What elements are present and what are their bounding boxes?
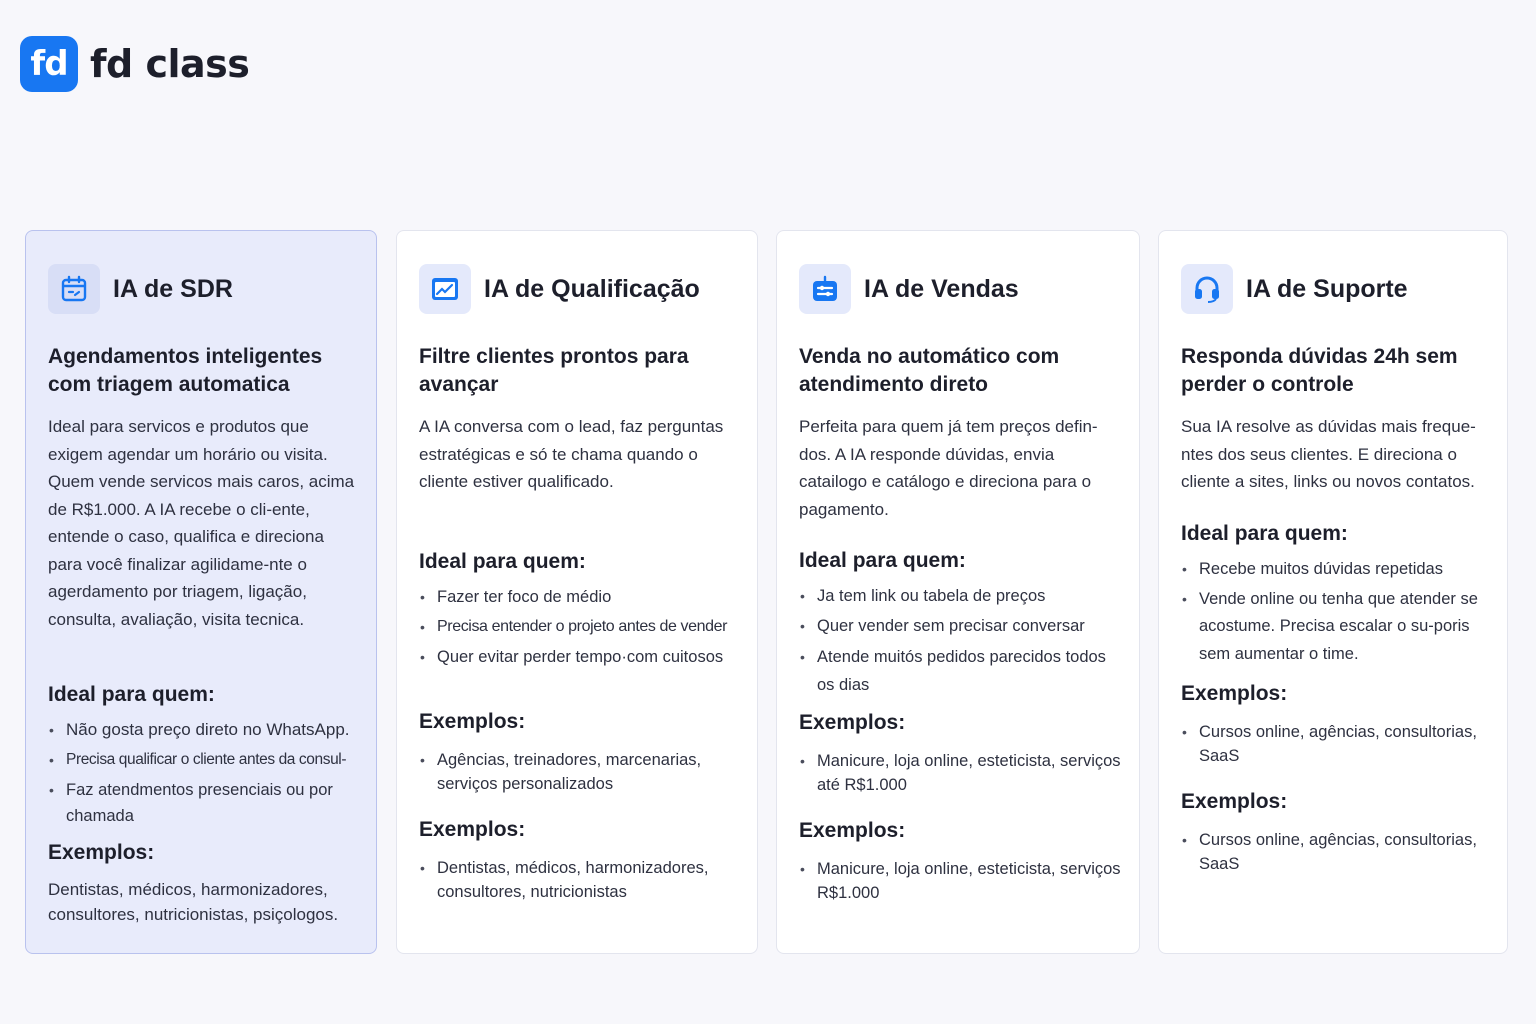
examples-list: [419, 748, 741, 796]
ideal-item: • Recebe muitos dúvidas repetidas: [1181, 556, 1491, 582]
examples2-list: [419, 856, 741, 904]
card-header: [419, 263, 741, 315]
examples2-title: Exemplos:: [799, 819, 906, 842]
example-item: • Manicure, loja online, esteticista, serviços até R$1.000: [799, 749, 1123, 797]
examples2-title: Exemplos:: [1181, 790, 1288, 813]
headset-icon: [1181, 264, 1233, 314]
ideal-title: Ideal para quem:: [799, 549, 966, 572]
card-description: Sua IA resolve as dúvidas mais freque-ntes dos seus clientes. E direciona o cliente a sites, links ou novos contatos.: [1181, 417, 1476, 491]
brand-name[interactable]: fd class: [90, 42, 250, 86]
card-description: Ideal para servicos e produtos que exigem agendar um horário ou visita. Quem vende servicos mais caros, acima de R$1.000. A IA recebe o cli-ente, entende o caso, qualifica e direciona para você finalizar agilidame-nte o agerdamento por triagem, ligação, consulta, avaliação, visita tecnica.: [48, 417, 355, 629]
brand-logo[interactable]: fd: [20, 36, 78, 92]
card-description: A IA conversa com o lead, faz perguntas estratégicas e só te chama quando o cliente estiver qualificado.: [419, 417, 724, 491]
example-item: • Agências, treinadores, marcenarias, serviços personalizados: [419, 748, 741, 796]
example-item: • Dentistas, médicos, harmonizadores, consultores, nutricionistas: [419, 856, 741, 904]
brand[interactable]: [20, 36, 249, 92]
examples-title: Exemplos:: [799, 711, 906, 734]
ideal-item: • Ja tem link ou tabela de preços: [799, 583, 1123, 609]
card-header: [48, 263, 360, 315]
card-subtitle: Filtre clientes prontos para avançar: [419, 345, 689, 396]
ideal-item: • Não gosta preço direto no WhatsApp.: [48, 717, 360, 743]
examples-text: Dentistas, médicos, harmonizadores, consultores, nutricionistas, psiçologos.: [48, 880, 339, 924]
example-item: • Manicure, loja online, esteticista, serviços R$1.000: [799, 857, 1123, 905]
examples-title: Exemplos:: [1181, 682, 1288, 705]
examples-list: [1181, 720, 1491, 768]
ideal-item: • Fazer ter foco de médio: [419, 584, 741, 610]
card-header: [1181, 263, 1491, 315]
card-ia-sdr[interactable]: [25, 230, 377, 954]
calendar-icon: [48, 264, 100, 314]
ideal-list: [1181, 556, 1491, 669]
card-ia-vendas[interactable]: [776, 230, 1140, 954]
card-title: IA de Vendas: [864, 274, 1019, 303]
card-description: Perfeita para quem já tem preços defin-dos. A IA responde dúvidas, envia catailogo e catálogo e direciona para o pagamento.: [799, 417, 1098, 519]
ideal-item: • Precisa entender o projeto antes de vender: [419, 614, 741, 640]
card-title: IA de Suporte: [1246, 274, 1408, 303]
examples-title: Exemplos:: [419, 709, 526, 733]
card-ia-qualificacao[interactable]: [396, 230, 758, 954]
card-subtitle: Venda no automático com atendimento direto: [799, 345, 1060, 396]
ideal-list: [799, 583, 1123, 699]
examples2-list: [1181, 828, 1491, 876]
card-subtitle: Agendamentos inteligentes com triagem automatica: [48, 345, 323, 396]
examples2-title: Exemplos:: [419, 817, 526, 841]
examples2-list: [799, 857, 1123, 905]
ideal-list: [48, 717, 360, 829]
example-item: • Cursos online, agências, consultorias, SaaS: [1181, 720, 1491, 768]
ideal-item: • Quer evitar perder tempo·com cuitosos: [419, 644, 741, 670]
ideal-item: • Quer vender sem precisar conversar: [799, 613, 1123, 639]
ideal-list: [419, 584, 741, 670]
ideal-item: • Atende muitós pedidos parecidos todos os dias: [799, 643, 1123, 699]
card-ia-suporte[interactable]: [1158, 230, 1508, 954]
ideal-item: • Faz atendmentos presenciais ou por chamada: [48, 777, 360, 829]
card-title: IA de Qualificação: [484, 274, 700, 303]
chart-window-icon: [419, 264, 471, 314]
card-header: [799, 263, 1123, 315]
ideal-title: Ideal para quem:: [1181, 521, 1348, 545]
robot-icon: [799, 264, 851, 314]
ideal-item: • Precisa qualificar o cliente antes da consul-: [48, 747, 360, 773]
examples-title: Exemplos:: [48, 841, 155, 864]
example-item: • Cursos online, agências, consultorias, SaaS: [1181, 828, 1491, 876]
ideal-title: Ideal para quem:: [419, 549, 586, 573]
card-title: IA de SDR: [113, 274, 233, 303]
ideal-title: Ideal para quem:: [48, 683, 215, 706]
ideal-item: • Vende online ou tenha que atender se acostume. Precisa escalar o su-poris sem aumentar o time.: [1181, 586, 1491, 669]
examples-list: [799, 749, 1123, 797]
card-subtitle: Responda dúvidas 24h sem perder o controle: [1181, 345, 1458, 396]
